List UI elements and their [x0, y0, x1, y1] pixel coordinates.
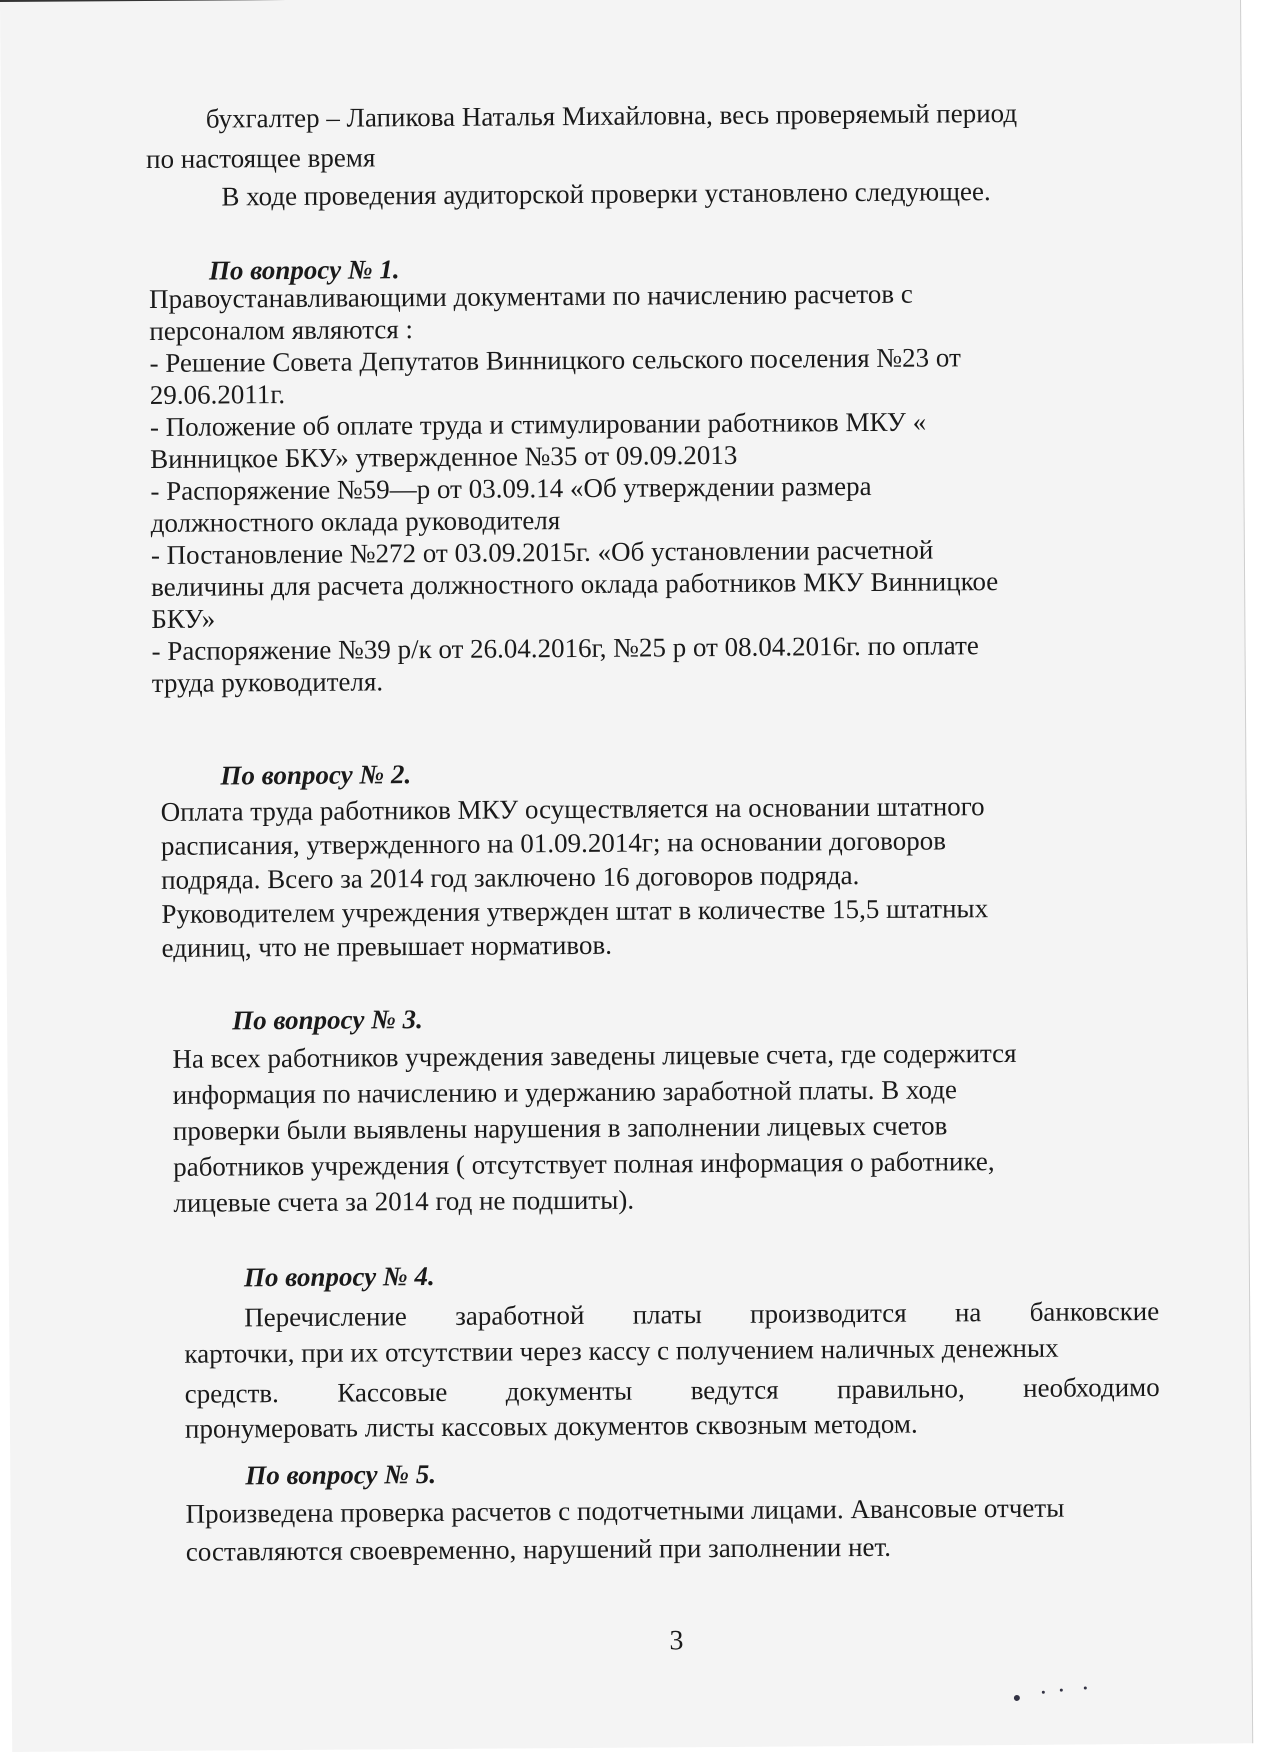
- q3-line: На всех работников учреждения заведены лицевые счета, где содержится: [172, 1037, 1017, 1074]
- q5-line: составляются своевременно, нарушений при заполнении нет.: [185, 1531, 892, 1567]
- q4-line-justified: [244, 1296, 1159, 1333]
- q3-line: работников учреждения ( отсутствует полная информация о работнике,: [173, 1146, 995, 1182]
- section-heading-q3: По вопросу № 3.: [232, 1004, 423, 1036]
- q1-line: - Распоряжение №59—р от 03.09.14 «Об утверждении размера: [150, 470, 872, 506]
- q1-line: Винницкое БКУ» утвержденное №35 от 09.09.2013: [150, 439, 738, 474]
- q2-line: подряда. Всего за 2014 год заключено 16 договоров подряда.: [161, 860, 860, 895]
- q4-word: документы: [505, 1375, 633, 1407]
- intro-line-2: по настоящее время: [146, 142, 376, 174]
- q3-line: лицевые счета за 2014 год не подшиты).: [173, 1184, 635, 1218]
- q4-word: производится: [749, 1297, 907, 1329]
- q2-line: расписания, утвержденного на 01.09.2014г; на основании договоров: [160, 825, 947, 861]
- q4-line: пронумеровать листы кассовых документов сквозным методом.: [184, 1408, 918, 1444]
- q1-line: - Положение об оплате труда и стимулировании работников МКУ «: [149, 406, 927, 442]
- scan-speckles: [1012, 1684, 1092, 1705]
- q4-word: ведутся: [690, 1374, 779, 1406]
- q1-line: - Распоряжение №39 р/к от 26.04.2016г, №25 р от 08.04.2016г. по оплате: [151, 630, 979, 666]
- q1-line: - Постановление №272 от 03.09.2015г. «Об установлении расчетной: [150, 534, 934, 570]
- q5-line: Произведена проверка расчетов с подотчетными лицами. Авансовые отчеты: [185, 1492, 1065, 1529]
- q3-line: информация по начислению и удержанию заработной платы. В ходе: [172, 1074, 957, 1110]
- q4-line-justified: [185, 1372, 1160, 1410]
- q4-word: правильно,: [836, 1373, 965, 1405]
- q4-line: карточки, при их отсутствии через кассу с получением наличных денежных: [184, 1332, 1059, 1369]
- q4-word: необходимо: [1022, 1371, 1160, 1403]
- q3-line: проверки были выявлены нарушения в заполнении лицевых счетов: [172, 1110, 948, 1146]
- q4-word: на: [954, 1297, 982, 1328]
- q1-line: величины для расчета должностного оклада работников МКУ Винницкое: [150, 566, 999, 602]
- section-heading-q2: По вопросу № 2.: [220, 759, 412, 791]
- intro-line-1: бухгалтер – Лапикова Наталья Михайловна, весь проверяемый период: [205, 97, 1018, 134]
- q4-word: заработной: [455, 1299, 585, 1331]
- q4-word: Кассовые: [337, 1376, 448, 1408]
- q1-line: - Решение Совета Депутатов Винницкого сельского поселения №23 от: [149, 342, 961, 378]
- q1-line: Правоустанавливающими документами по начислению расчетов с: [148, 278, 913, 314]
- q1-line: БКУ»: [151, 603, 216, 634]
- q4-word: Перечисление: [244, 1301, 407, 1333]
- q4-word: средств.: [184, 1378, 279, 1409]
- q2-line: Руководителем учреждения утвержден штат в количестве 15,5 штатных: [161, 893, 989, 929]
- section-heading-q1: По вопросу № 1.: [208, 254, 400, 286]
- section-heading-q5: По вопросу № 5.: [245, 1458, 437, 1491]
- q1-line: персоналом являются :: [149, 314, 414, 346]
- q2-line: Оплата труда работников МКУ осуществляется на основании штатного: [160, 791, 985, 827]
- q1-line: должностного оклада руководителя: [150, 505, 561, 538]
- q1-line: 29.06.2011г.: [149, 379, 286, 410]
- section-heading-q4: По вопросу № 4.: [243, 1260, 435, 1293]
- q1-line: труда руководителя.: [151, 666, 384, 698]
- q4-word: банковские: [1029, 1295, 1160, 1327]
- page-number: 3: [669, 1625, 684, 1657]
- q2-line: единиц, что не превышает нормативов.: [161, 929, 613, 963]
- q4-word: платы: [632, 1299, 702, 1330]
- intro-line-3: В ходе проведения аудиторской проверки установлено следующее.: [221, 176, 991, 212]
